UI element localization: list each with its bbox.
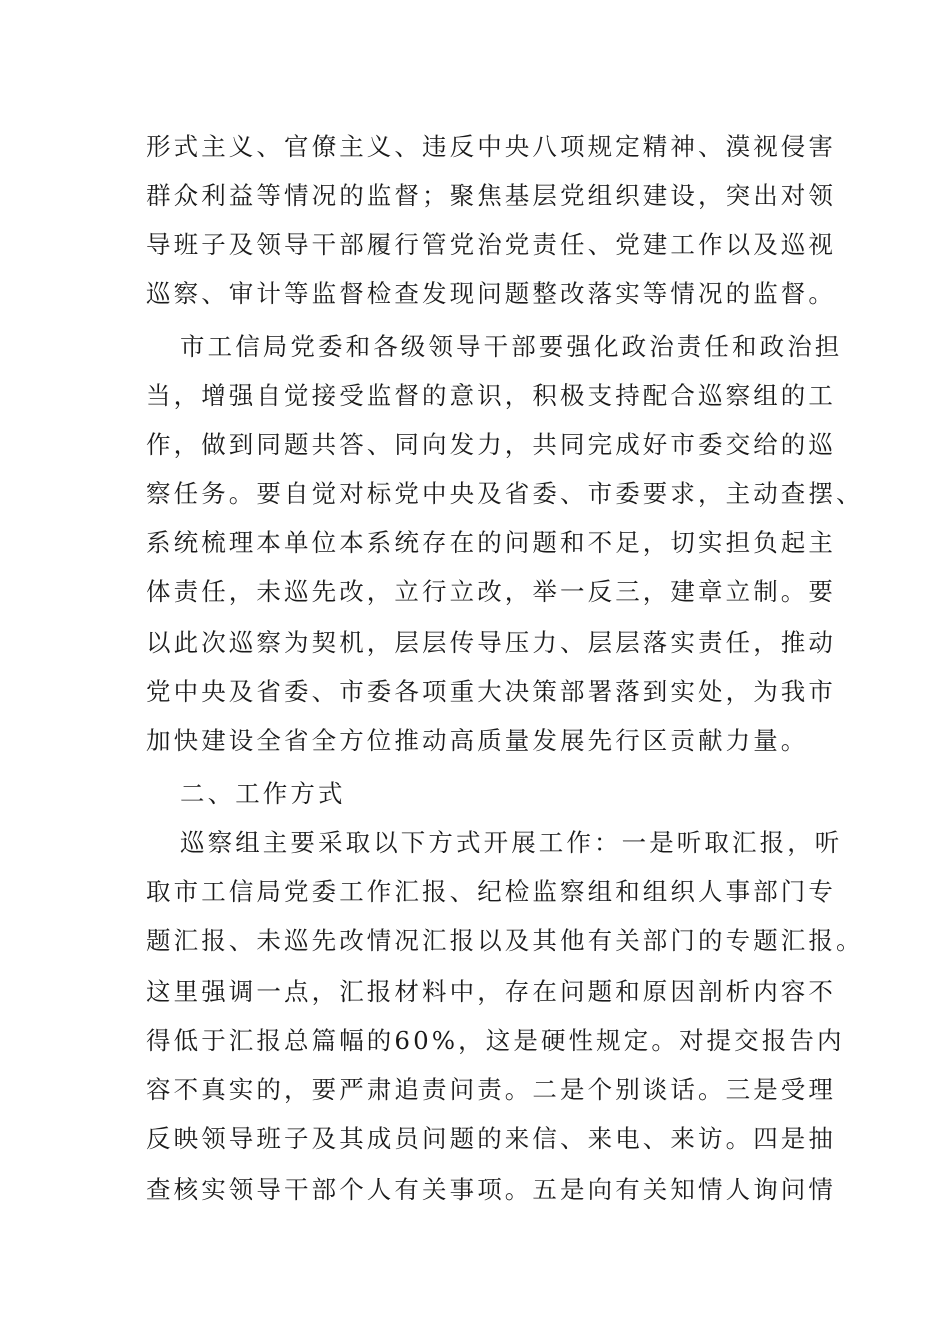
text-line: 当，增强自觉接受监督的意识，积极支持配合巡察组的工 (146, 381, 836, 410)
text-line: 导班子及领导干部履行管党治党责任、党建工作以及巡视 (146, 230, 836, 259)
text-line: 形式主义、官僚主义、违反中央八项规定精神、漠视侵害 (146, 132, 836, 161)
text-line: 体责任，未巡先改，立行立改，举一反三，建章立制。要 (146, 577, 836, 606)
text-line: 取市工信局党委工作汇报、纪检监察组和组织人事部门专 (146, 877, 836, 906)
text-line: 反映领导班子及其成员问题的来信、来电、来访。四是抽 (146, 1124, 836, 1153)
text-line: 巡察、审计等监督检查发现问题整改落实等情况的监督。 (146, 279, 836, 308)
text-line: 群众利益等情况的监督；聚焦基层党组织建设，突出对领 (146, 181, 836, 210)
text-line: 党中央及省委、市委各项重大决策部署落到实处，为我市 (146, 677, 836, 706)
text-line: 查核实领导干部个人有关事项。五是向有关知情人询问情 (146, 1175, 836, 1204)
text-line: 察任务。要自觉对标党中央及省委、市委要求，主动查摆、 (146, 479, 864, 508)
text-line: 作，做到同题共答、同向发力，共同完成好市委交给的巡 (146, 430, 836, 459)
text-line: 系统梳理本单位本系统存在的问题和不足，切实担负起主 (146, 528, 836, 557)
text-line: 题汇报、未巡先改情况汇报以及其他有关部门的专题汇报。 (146, 926, 864, 955)
paragraph-first-line: 市工信局党委和各级领导干部要强化政治责任和政治担 (180, 332, 843, 361)
section-heading: 二、工作方式 (180, 779, 346, 808)
paragraph-first-line: 巡察组主要采取以下方式开展工作：一是听取汇报，听 (180, 828, 843, 857)
text-line: 这里强调一点，汇报材料中，存在问题和原因剖析内容不 (146, 977, 836, 1006)
text-line: 容不真实的，要严肃追责问责。二是个别谈话。三是受理 (146, 1075, 836, 1104)
text-line: 以此次巡察为契机，层层传导压力、层层落实责任，推动 (146, 628, 836, 657)
text-line: 得低于汇报总篇幅的60%，这是硬性规定。对提交报告内 (146, 1026, 845, 1055)
text-line: 加快建设全省全方位推动高质量发展先行区贡献力量。 (146, 726, 809, 755)
